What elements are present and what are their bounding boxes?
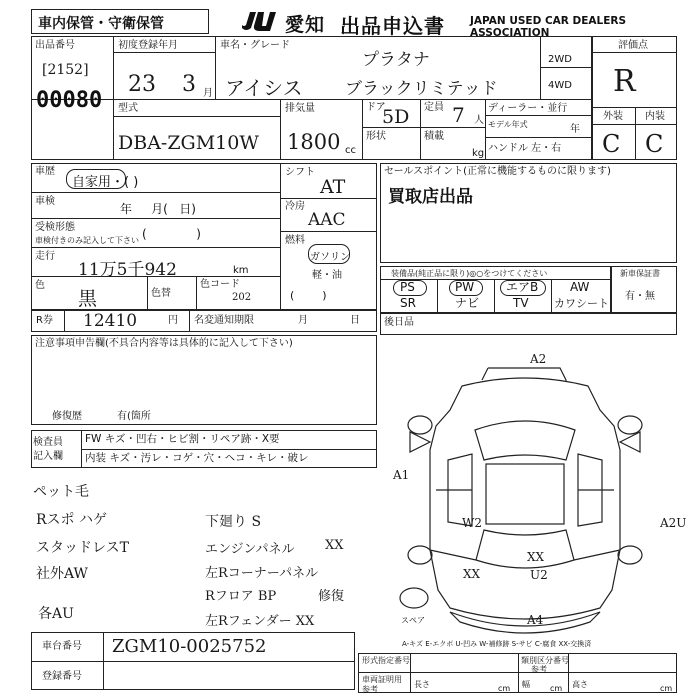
history-value: 自家用・( ): [72, 175, 139, 190]
displacement-value: 1800: [287, 130, 341, 154]
equip-leather: カワシート: [554, 297, 609, 310]
cm-unit-2: cm: [550, 684, 563, 693]
remark-right-4: Rフロア BP: [205, 589, 277, 604]
model-value: DBA-ZGM10W: [118, 132, 259, 154]
chassis-label: 車台番号: [42, 641, 82, 652]
spare-label: スペア: [401, 616, 425, 625]
equip-sr: SR: [400, 296, 416, 310]
mark-a2-front: A2: [530, 352, 547, 366]
color-code-value: 202: [232, 292, 252, 303]
repair-label: 修復歴: [52, 411, 82, 422]
remark-extra-repair: 修復: [318, 589, 345, 604]
inspection-label: 車検: [35, 196, 55, 207]
inquiry-sub: 車検付きのみ記入して下さい: [35, 236, 139, 245]
equip-navi: ナビ: [455, 296, 480, 310]
sales-point-value: 買取店出品: [388, 187, 473, 207]
remark-4: 社外AW: [36, 566, 88, 582]
day-word: 日: [350, 315, 360, 326]
mark-xx-rear: XX: [527, 550, 545, 564]
notes-label: 注意事項申告欄(不具合内容等は具体的に記入して下さい): [35, 338, 293, 349]
capacity-value: 7: [452, 103, 465, 127]
cm-unit-3: cm: [660, 684, 673, 693]
fuel-paren: ( ): [290, 289, 327, 302]
mileage-value: 11万5千942: [78, 260, 177, 280]
height-label: 高さ: [572, 680, 588, 689]
org-name: 愛知: [285, 14, 326, 36]
color-value: 黒: [78, 288, 98, 310]
remark-right-1: 下廻り S: [205, 514, 262, 530]
equip-aw: AW: [570, 280, 590, 294]
width-label: 幅: [522, 680, 530, 689]
remark-right-5: 左Rフェンダー XX: [205, 614, 315, 629]
int-label: 内装: [645, 111, 665, 122]
size-sub-label: 参考: [362, 685, 378, 694]
model-year-label: モデル年式: [488, 120, 528, 129]
mark-a1-left: A1: [393, 468, 410, 482]
inspection-value: 年 月( 日): [120, 202, 196, 216]
remark-extra-xx: XX: [325, 538, 344, 553]
mark-xx-left-rear: XX: [463, 567, 481, 581]
storage-note: 車内保管・守衛保管: [38, 16, 164, 32]
drive-4wd: 4WD: [548, 80, 572, 91]
grade-line2: ブラックリミテッド: [345, 79, 498, 99]
equip-ps: PS: [400, 280, 415, 294]
month-unit: 月: [203, 88, 213, 99]
model-label: 型式: [118, 103, 138, 114]
drive-2wd: 2WD: [548, 54, 572, 65]
yen-unit: 円: [168, 315, 178, 326]
kg-unit: kg: [472, 148, 485, 159]
history-label: 車歴: [35, 166, 55, 177]
record-label: 記入欄: [33, 451, 63, 462]
warranty-value: 有・無: [625, 291, 655, 302]
remark-3: スタッドレスT: [36, 540, 129, 556]
displacement-label: 排気量: [285, 103, 315, 114]
mark-u2: U2: [530, 568, 548, 582]
inquiry-value: ( ): [142, 227, 201, 241]
ac-label: 冷房: [285, 201, 305, 212]
shift-label: シフト: [285, 167, 315, 178]
remark-5: 各AU: [38, 606, 74, 622]
sales-point-box: [380, 163, 677, 263]
rating-label: 評価点: [618, 40, 648, 51]
inquiry-label: 受検形態: [35, 222, 75, 233]
length-label: 長さ: [414, 680, 430, 689]
size-row1b-label: 類別区分番号: [521, 656, 569, 665]
doors-label: ドア: [366, 102, 386, 113]
ac-value: AAC: [308, 210, 346, 230]
ext-label: 外装: [603, 111, 623, 122]
name-change-label: 名変通知期限: [194, 315, 254, 326]
doors-value: 5D: [382, 106, 410, 128]
mark-a4: A4: [527, 613, 544, 627]
warranty-label: 新車保証書: [620, 269, 660, 278]
car-name: アイシス: [225, 76, 303, 100]
shape-label: 形状: [366, 131, 386, 142]
color-change-label: 色替: [151, 288, 171, 299]
mark-a2u-right: A2U: [660, 516, 687, 530]
capacity-label: 定員: [424, 102, 444, 113]
remark-1: ペット毛: [33, 484, 89, 500]
cm-unit-1: cm: [498, 684, 511, 693]
sales-point-label: セールスポイント(正常に機能するものに限ります): [384, 166, 611, 177]
first-reg-month: 3: [182, 72, 196, 97]
size-row1-label: 形式指定番号: [362, 656, 410, 665]
remark-right-2: エンジンパネル: [205, 542, 295, 557]
equip-pw: PW: [455, 280, 475, 294]
cc-unit: cc: [345, 145, 356, 156]
color-label: 色: [35, 280, 45, 291]
car-damage-diagram: [390, 350, 700, 640]
lot-no-label: 出品番号: [35, 40, 75, 51]
equipment-label: 装備品(純正品に限り)◎○をつけてください: [391, 269, 548, 278]
lot-number: 00080: [36, 88, 103, 113]
grade-line1: プラタナ: [362, 50, 430, 70]
lot-bracket: [2152]: [42, 62, 89, 78]
fuel-value: ガソリン: [310, 252, 350, 263]
org-en: JAPAN USED CAR DEALERS ASSOCIATION: [470, 15, 627, 39]
after-date-label: 後日品: [384, 317, 414, 328]
dealer-label: ディーラー・並行: [488, 103, 568, 114]
mileage-label: 走行: [35, 251, 55, 262]
equip-tv: TV: [513, 296, 529, 310]
int-row: 内装 キズ・汚レ・コゲ・穴・ヘコ・キレ・破レ: [85, 452, 309, 464]
shift-value: AT: [320, 176, 346, 198]
fw-row: FW キズ・凹右・ヒビ割・リペア跡・X要: [85, 433, 280, 445]
doc-title: 出品申込書: [340, 14, 445, 38]
load-label: 積載: [424, 131, 444, 142]
repair-value: 有(箇所: [117, 411, 151, 422]
size-sub-label-2: 参考: [531, 665, 547, 674]
after-date-box: [380, 313, 677, 335]
remark-right-3: 左Rコーナーパネル: [205, 566, 319, 581]
handle-label: ハンドル 左・右: [488, 143, 562, 154]
month-word: 月: [298, 315, 308, 326]
fuel-label: 燃料: [285, 235, 305, 246]
color-code-label: 色コード: [200, 279, 240, 290]
damage-legend: A-キズ E-エクボ U-凹み W-補修跡 S-サビ C-腐食 XX-交換済: [402, 640, 592, 648]
rating-value: R: [613, 64, 636, 99]
int-value: C: [645, 130, 664, 158]
r-tax-value: 12410: [83, 311, 138, 331]
car-name-label: 車名・グレード: [220, 40, 290, 51]
remark-2: Rスポ ハゲ: [36, 512, 107, 528]
r-tax-label: R券: [36, 315, 53, 326]
fuel-light: 軽・油: [312, 270, 342, 281]
inspector-label: 検査員: [33, 437, 63, 448]
ju-logo: [236, 8, 284, 35]
reg-no-label: 登録番号: [42, 671, 82, 682]
km-unit: km: [233, 265, 249, 276]
ext-value: C: [602, 130, 621, 158]
chassis-value: ZGM10-0025752: [112, 636, 267, 657]
equip-airbag: エアB: [506, 280, 539, 294]
first-reg-year: 23: [128, 72, 156, 97]
first-reg-label: 初度登録年月: [118, 40, 178, 51]
person-unit: 人: [474, 115, 484, 126]
mark-w2: W2: [462, 516, 482, 530]
model-year-suffix: 年: [570, 124, 580, 135]
size-row2-label: 車両証明用: [362, 675, 402, 684]
